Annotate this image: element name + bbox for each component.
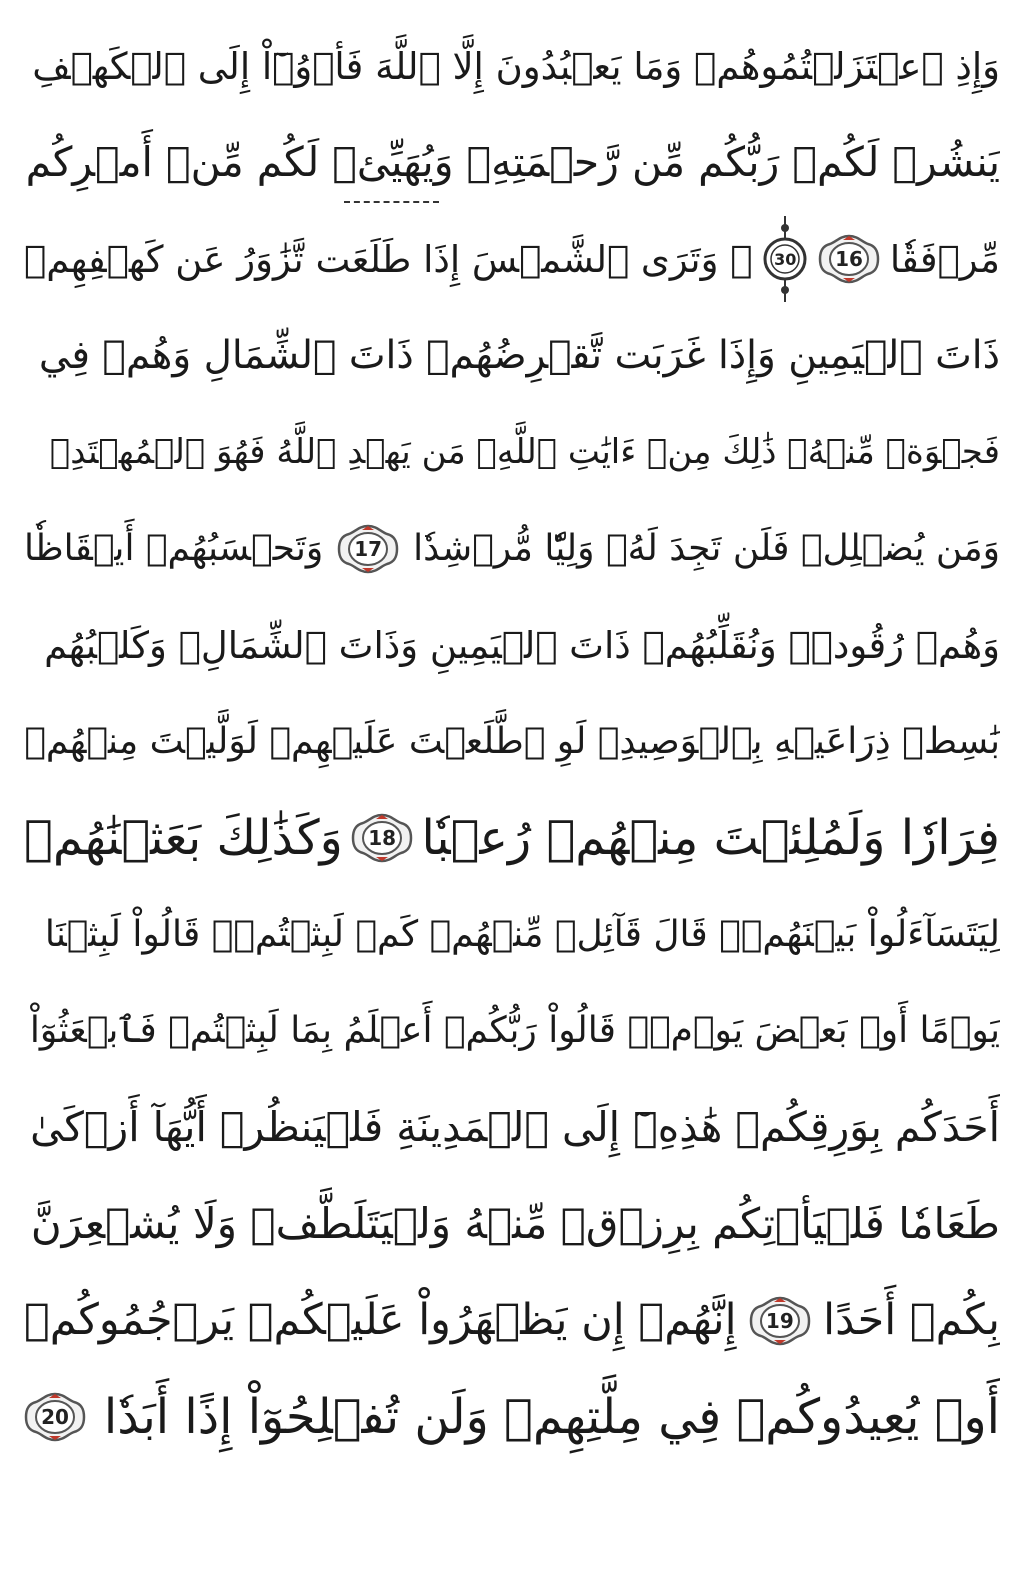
ayah-number: 20 — [41, 1405, 69, 1430]
verse-text: إِنَّهُمۡ إِن يَظۡهَرُواْ عَلَيۡكُمۡ يَرۡجُمُوكُمۡ — [24, 1295, 737, 1346]
text-line — [24, 308, 1000, 405]
text-line — [24, 983, 1000, 1080]
verse-text: وَكَذَٰلِكَ بَعَثۡنَٰهُمۡ — [24, 810, 343, 867]
verse-text: فِرَارٗا وَلَمُلِئۡتَ مِنۡهُمۡ رُعۡبٗا — [421, 810, 1000, 867]
verse-text: ذَاتَ ٱلۡيَمِينِ وَإِذَا غَرَبَت تَّقۡرِضُهُمۡ ذَاتَ ٱلشِّمَالِ وَهُمۡ فِي — [38, 333, 1000, 379]
text-line — [24, 404, 1000, 501]
ayah-number-marker — [351, 813, 413, 863]
verse-text: وَإِذِ ٱعۡتَزَلۡتُمُوهُمۡ وَمَا يَعۡبُدُونَ إِلَّا ٱللَّهَ فَأۡوُۥٓاْ إِلَى ٱلۡكَهۡفِ — [32, 44, 1000, 88]
ayah-number-marker — [24, 1392, 86, 1442]
verse-text: طَعَامٗا فَلۡيَأۡتِكُم بِرِزۡقٖ مِّنۡهُ وَلۡيَتَلَطَّفۡ وَلَا يُشۡعِرَنَّ — [30, 1199, 1000, 1249]
waqf-dashed-underline — [344, 201, 439, 203]
text-line — [24, 597, 1000, 694]
verse-text: فَجۡوَةٖ مِّنۡهُۚ ذَٰلِكَ مِنۡ ءَايَٰتِ ٱللَّهِۗ مَن يَهۡدِ ٱللَّهُ فَهُوَ ٱلۡمُهۡتَدِۖ — [49, 432, 1000, 473]
text-line — [24, 1369, 1000, 1466]
ayah-number-marker — [749, 1296, 811, 1346]
verse-text: مِّرۡفَقٗا — [889, 237, 1000, 281]
hizb-marker — [762, 214, 808, 304]
text-line — [24, 887, 1000, 984]
verse-text: يَوۡمًا أَوۡ بَعۡضَ يَوۡمٖۚ قَالُواْ رَبُّكُمۡ أَعۡلَمُ بِمَا لَبِثۡتُمۡ فَٱبۡعَثُوٓاْ — [29, 1010, 1000, 1052]
verse-text: لِيَتَسَآءَلُواْ بَيۡنَهُمۡۚ قَالَ قَآئِلٞ مِّنۡهُمۡ كَمۡ لَبِثۡتُمۡۖ قَالُواْ لَبِثۡنَا — [44, 913, 1000, 955]
verse-text: بِكُمۡ أَحَدًا — [823, 1295, 1000, 1346]
verse-text: بَٰسِطٞ ذِرَاعَيۡهِ بِٱلۡوَصِيدِۚ لَوِ ٱطَّلَعۡتَ عَلَيۡهِمۡ لَوَلَّيۡتَ مِنۡهُمۡ — [24, 720, 1000, 762]
verse-text: أَوۡ يُعِيدُوكُمۡ فِي مِلَّتِهِمۡ وَلَن تُفۡلِحُوٓاْ إِذًا أَبَدٗا — [103, 1389, 1000, 1446]
text-line — [24, 1176, 1000, 1273]
verse-text: وَمَن يُضۡلِلۡ فَلَن تَجِدَ لَهُۥ وَلِيّٗا مُّرۡشِدٗا — [413, 527, 1000, 569]
text-line — [24, 694, 1000, 791]
ayah-number-marker — [337, 524, 399, 574]
verse-text: أَحَدَكُم بِوَرِقِكُمۡ هَٰذِهِۦٓ إِلَى ٱلۡمَدِينَةِ فَلۡيَنظُرۡ أَيُّهَآ أَزۡكَىٰ — [30, 1103, 1000, 1152]
text-line — [24, 501, 1000, 598]
hizb-number: 30 — [774, 249, 797, 269]
ayah-number: 18 — [368, 826, 397, 851]
text-line — [24, 18, 1000, 115]
verse-text: وَهُمۡ رُقُودٞۚ وَنُقَلِّبُهُمۡ ذَاتَ ٱلۡيَمِينِ وَذَاتَ ٱلشِّمَالِۖ وَكَلۡبُهُم — [44, 623, 1000, 667]
text-line — [24, 790, 1000, 887]
mushaf-page — [24, 18, 1000, 1566]
ayah-number: 16 — [835, 247, 863, 272]
text-line — [24, 211, 1000, 308]
verse-text: يَنشُرۡ لَكُمۡ رَبُّكُم مِّن رَّحۡمَتِهِۦ وَيُهَيِّئۡ لَكُم مِّنۡ أَمۡرِكُم — [25, 138, 1000, 187]
text-line — [24, 1080, 1000, 1177]
ayah-number-marker — [818, 234, 880, 284]
verse-text: وَتَحۡسَبُهُمۡ أَيۡقَاظٗا — [24, 527, 324, 569]
verse-text: ۞ وَتَرَى ٱلشَّمۡسَ إِذَا طَلَعَت تَّزَٰوَرُ عَن كَهۡفِهِمۡ — [24, 237, 753, 281]
ayah-number: 19 — [765, 1308, 794, 1333]
text-line — [24, 115, 1000, 212]
ayah-number: 17 — [354, 536, 383, 561]
text-line — [24, 1273, 1000, 1370]
